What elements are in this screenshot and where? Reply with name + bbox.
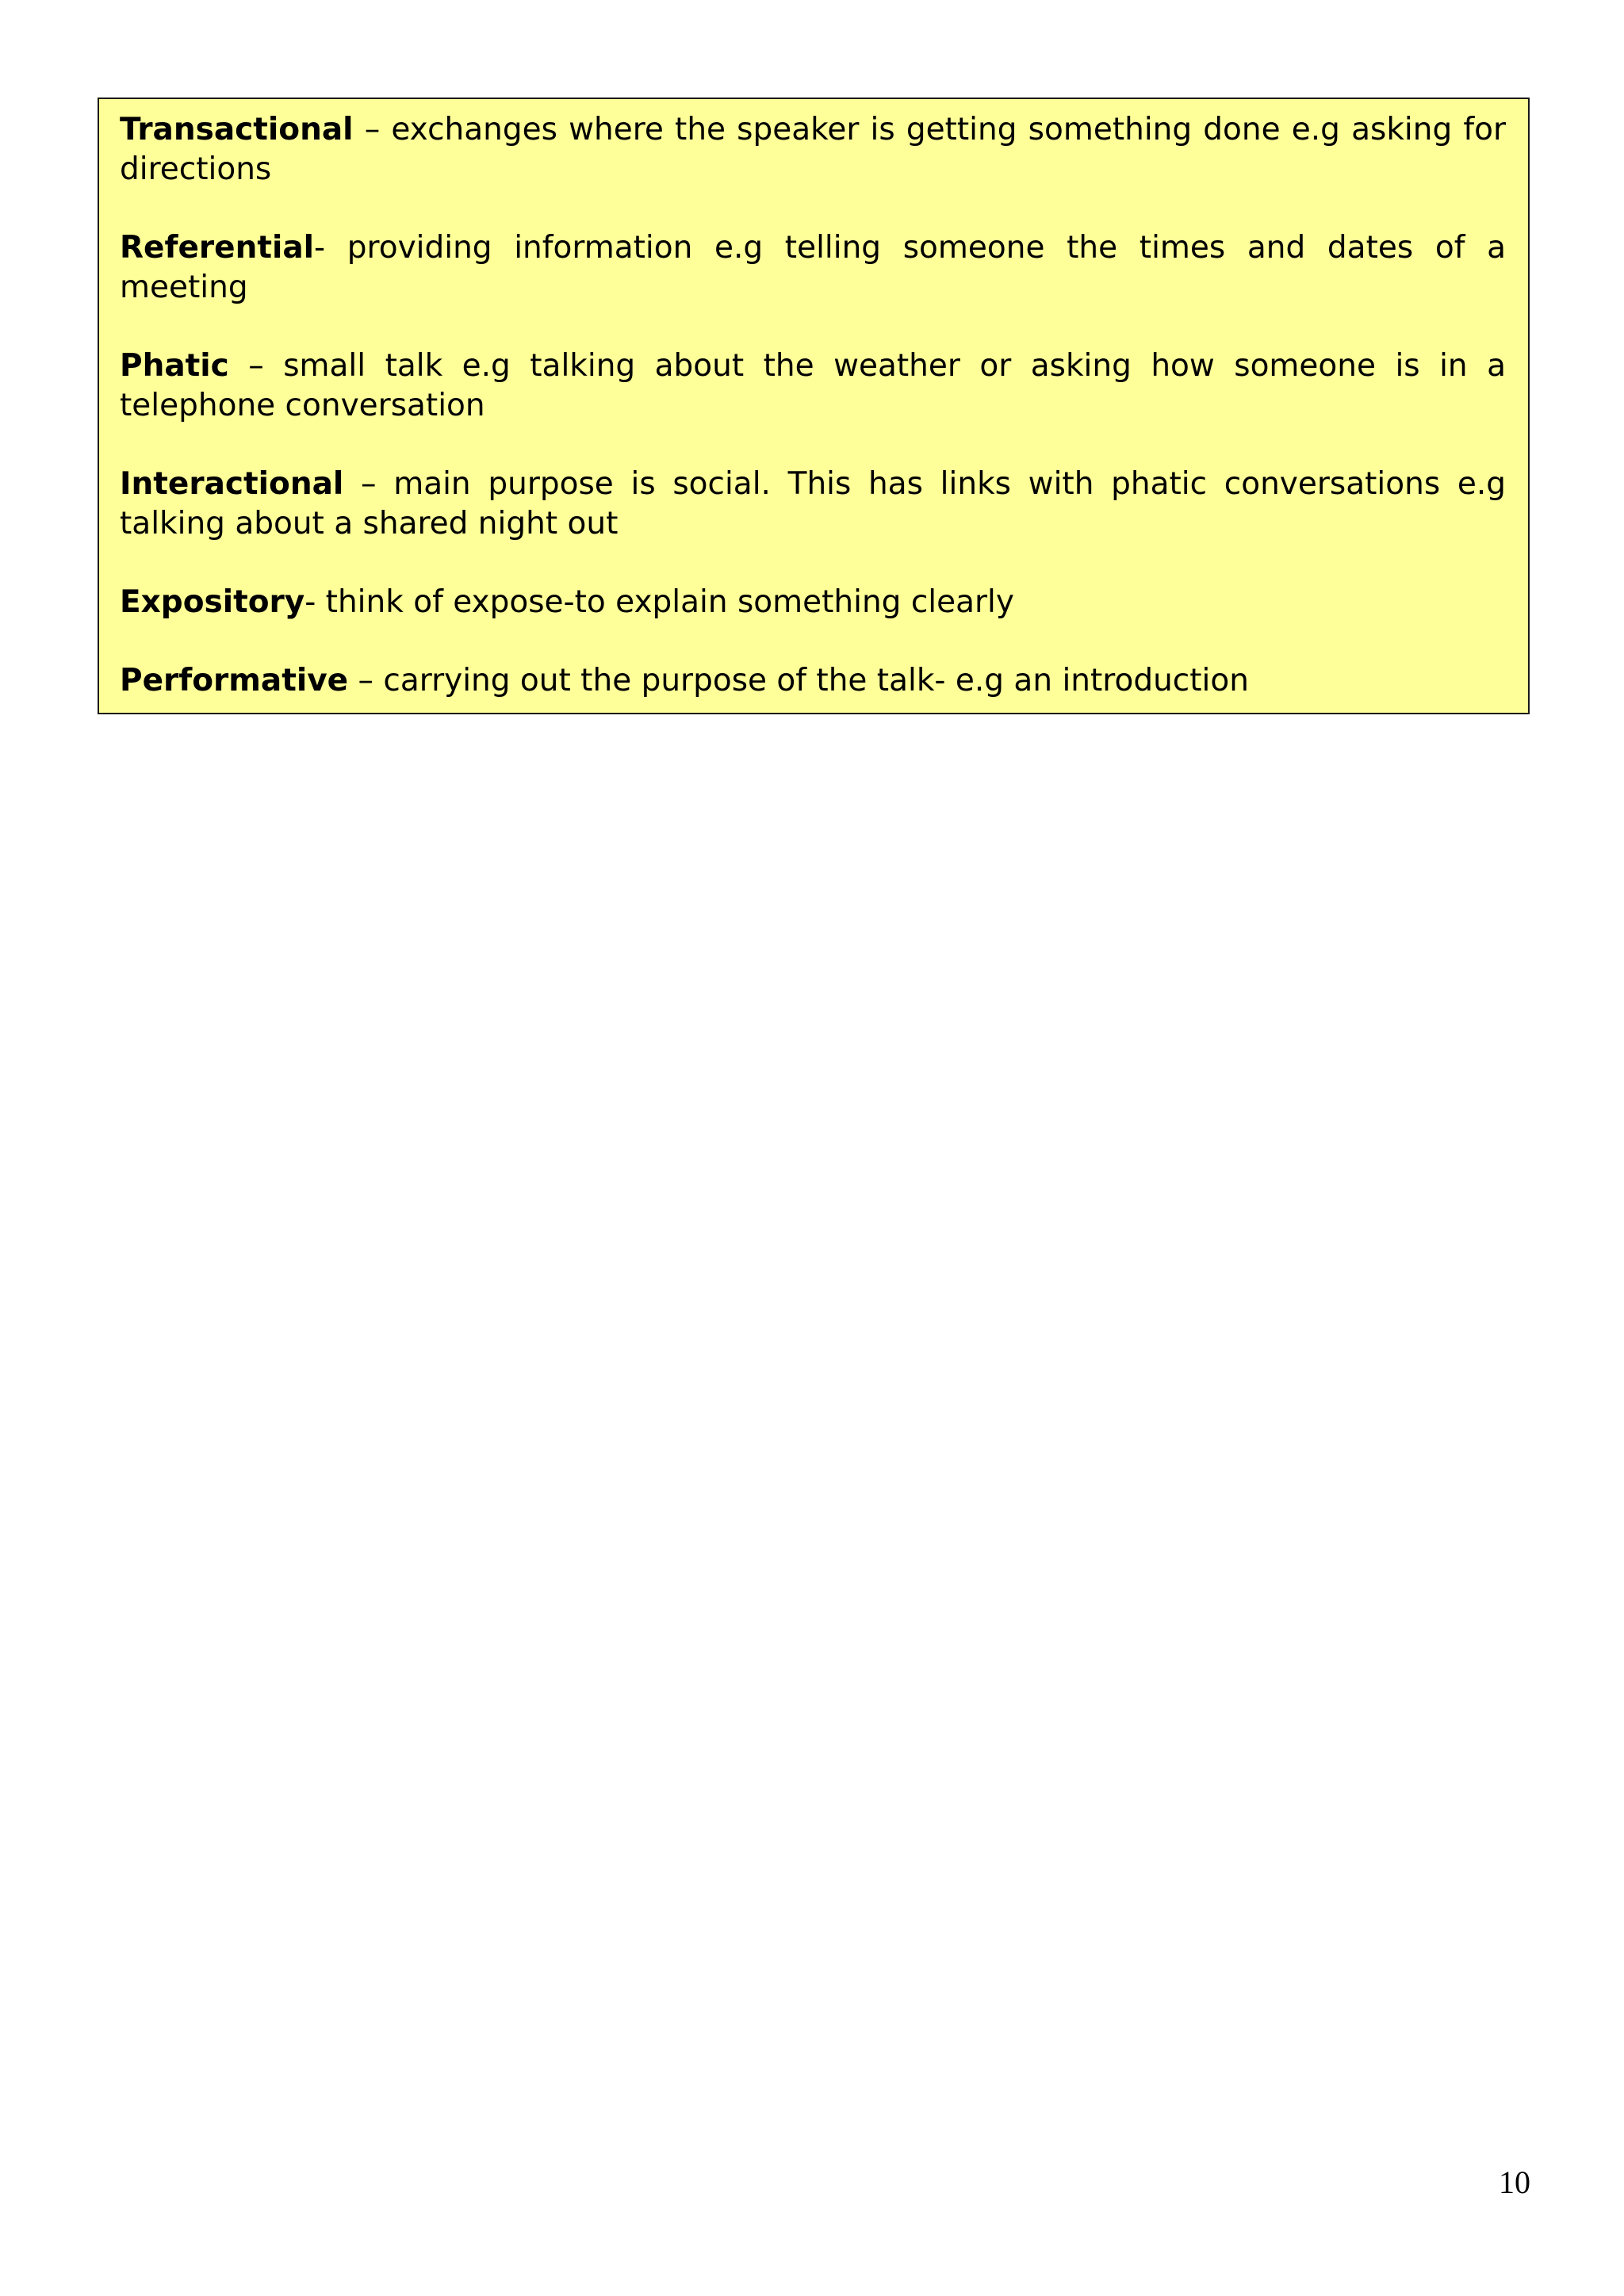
definition-term: Interactional	[120, 466, 344, 502]
definition-description: – small talk e.g talking about the weather or asking how someone is in a telephone conversation	[120, 348, 1506, 423]
definition-term: Expository	[120, 584, 305, 620]
definition-term: Phatic	[120, 348, 229, 384]
definition-term: Performative	[120, 663, 349, 698]
definitions-box	[98, 98, 1530, 714]
definition-expository	[120, 583, 1506, 622]
definition-interactional	[120, 465, 1506, 544]
definition-term: Referential	[120, 230, 315, 266]
definition-phatic	[120, 346, 1506, 426]
definition-description: - think of expose-to explain something clearly	[304, 584, 1014, 620]
definition-description: – main purpose is social. This has links with phatic conversations e.g talking about a shared night out	[120, 466, 1506, 541]
definition-transactional	[120, 110, 1506, 189]
definition-description: – carrying out the purpose of the talk- e.g an introduction	[348, 663, 1249, 698]
definition-term: Transactional	[120, 112, 354, 147]
page-number: 10	[1499, 2164, 1530, 2200]
definition-performative	[120, 661, 1506, 701]
definition-referential	[120, 228, 1506, 308]
definition-description: – exchanges where the speaker is getting something done e.g asking for directions	[120, 112, 1506, 187]
definition-description: - providing information e.g telling someone the times and dates of a meeting	[120, 230, 1506, 305]
